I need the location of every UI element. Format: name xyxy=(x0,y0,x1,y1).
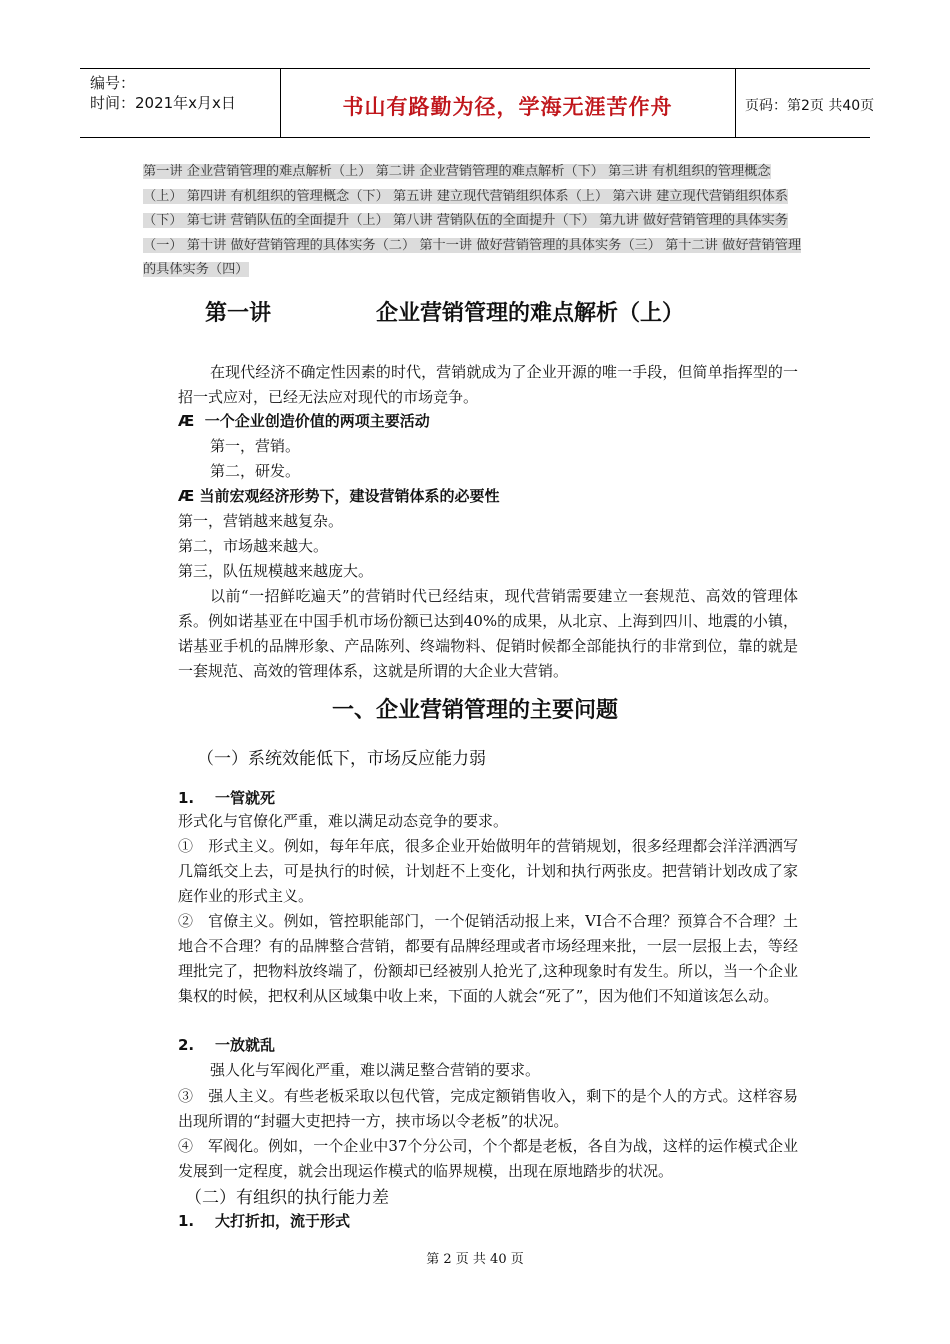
item-heading xyxy=(178,787,275,808)
list-item: 第三，队伍规模越来越庞大。 xyxy=(178,562,374,580)
subsection-heading: （一）系统效能低下，市场反应能力弱 xyxy=(197,749,486,769)
item-number: 2. xyxy=(178,1036,195,1054)
subsection-heading: （二）有组织的执行能力差 xyxy=(185,1188,389,1208)
item-heading xyxy=(178,1210,350,1231)
header-page-cell xyxy=(735,69,875,137)
page-info: 页码：第2页 共40页 xyxy=(745,98,875,114)
table-of-contents xyxy=(143,160,808,283)
paragraph-strongman: ③ 强人主义。有些老板采取以包代管，完成定额销售收入，剩下的是个人的方式。这样容易出现所谓的“封疆大吏把持一方，挟市场以令老板”的状况。 xyxy=(178,1087,798,1130)
item-heading xyxy=(178,1034,275,1055)
lecture-title xyxy=(205,296,684,327)
bullet-icon: Æ xyxy=(178,412,195,430)
item-title: 大打折扣，流于形式 xyxy=(215,1212,351,1230)
lecture-title-text: 企业营销管理的难点解析（上） xyxy=(376,301,685,326)
item-description: 强人化与军阀化严重，难以满足整合营销的要求。 xyxy=(210,1061,541,1079)
number-label: 编号： xyxy=(90,74,136,92)
list-item: 第一，营销。 xyxy=(210,437,301,455)
item-description: 形式化与官僚化严重，难以满足动态竞争的要求。 xyxy=(178,812,509,830)
bullet-title: 当前宏观经济形势下，建设营销体系的必要性 xyxy=(199,487,500,505)
lecture-number: 第一讲 xyxy=(205,301,272,326)
nokia-paragraph: 以前“一招鲜吃遍天”的营销时代已经结束，现代营销需要建立一套规范、高效的管理体系。例如诺基亚在中国手机市场份额已达到40%的成果，从北京、上海到四川、地震的小镇，诺基亚手机的品牌形象、产品陈列、终端物料、促销时候都全部能执行的非常到位，靠的就是一套规范、高效的管理体系，这就是所谓的大企业大营销。 xyxy=(178,587,798,680)
paragraph-warlord: ④ 军阀化。例如，一个企业中37个分公司，个个都是老板，各自为战，这样的运作模式企业发展到一定程度，就会出现运作模式的临界规模，出现在原地踏步的状况。 xyxy=(178,1137,798,1180)
section-heading: 一、企业营销管理的主要问题 xyxy=(331,698,618,723)
motto: 书山有路勤为径，学海无涯苦作舟 xyxy=(342,95,673,119)
paragraph-formalism: ① 形式主义。例如，每年年底，很多企业开始做明年的营销规划，很多经理都会洋洋洒洒写几篇纸交上去，可是执行的时候，计划赶不上变化，计划和执行两张皮。把营销计划改成了家庭作业的形式主义。 xyxy=(178,837,798,905)
bullet-heading-value-activities xyxy=(178,410,430,431)
page-footer: 第 2 页 共 40 页 xyxy=(426,1252,524,1267)
intro-paragraph: 在现代经济不确定性因素的时代，营销就成为了企业开源的唯一手段，但简单指挥型的一招一式应对，已经无法应对现代的市场竞争。 xyxy=(178,363,798,406)
time-label: 时间：2021年x月x日 xyxy=(90,94,236,112)
item-title: 一放就乱 xyxy=(215,1036,276,1054)
list-item: 第二，研发。 xyxy=(210,462,301,480)
item-number: 1. xyxy=(178,1212,195,1230)
bullet-heading-marketing-system xyxy=(178,485,500,506)
header-motto-cell xyxy=(280,69,736,137)
item-number: 1. xyxy=(178,789,195,807)
bullet-title: 一个企业创造价值的两项主要活动 xyxy=(204,412,430,430)
list-item: 第二，市场越来越大。 xyxy=(178,537,329,555)
item-title: 一管就死 xyxy=(215,789,276,807)
toc-text: 第一讲 企业营销管理的难点解析（上） 第二讲 企业营销管理的难点解析（下） 第三讲 有机组织的管理概念（上） 第四讲 有机组织的管理概念（下） 第五讲 建立现代营销组织体系（上） 第六讲 建立现代营销组织体系（下） 第七讲 营销队伍的全面提升（上） 第八讲 营销队伍的全面提升（下） 第九讲 做好营销管理的具体实务（一） 第十讲 做好营销管理的具体实务（二） 第十一讲 做好营销管理的具体实务（三） 第十二讲 做好营销管理的具体实务（四） xyxy=(143,164,802,277)
list-item: 第一，营销越来越复杂。 xyxy=(178,512,344,530)
document-header xyxy=(80,68,875,138)
bullet-icon: Æ xyxy=(178,487,195,505)
paragraph-bureaucracy: ② 官僚主义。例如，管控职能部门，一个促销活动报上来，VI合不合理？预算合不合理？土地合不合理？有的品牌整合营销，都要有品牌经理或者市场经理来批，一层一层报上去，等经理批完了，把物料放终端了，份额却已经被别人抢光了,这种现象时有发生。所以，当一个企业集权的时候，把权利从区域集中收上来，下面的人就会“死了”，因为他们不知道该怎么动。 xyxy=(178,912,798,1005)
header-info-cell xyxy=(80,69,281,137)
